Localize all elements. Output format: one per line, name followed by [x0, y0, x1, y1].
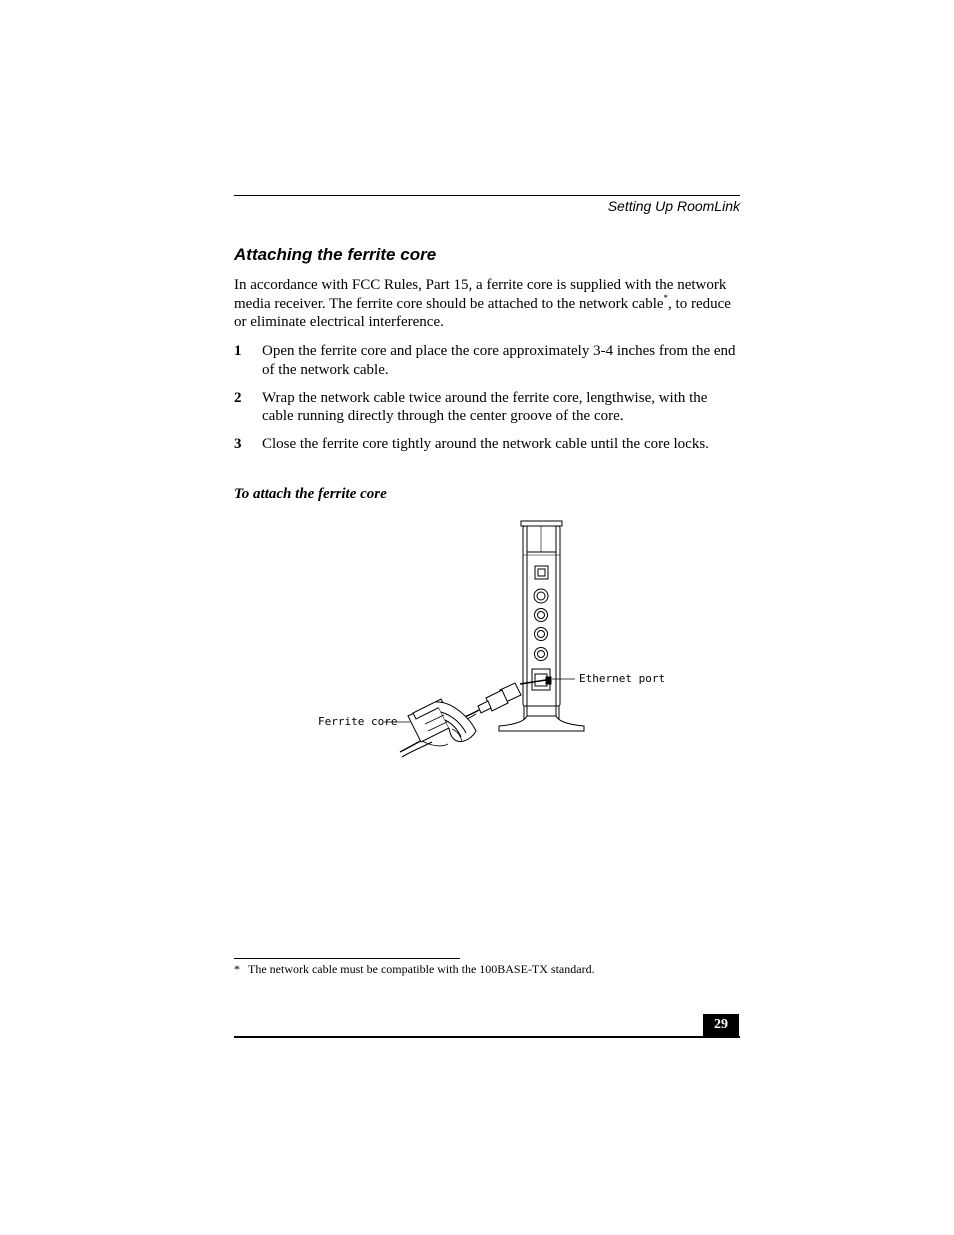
footnote-reference: * — [663, 292, 669, 303]
page-number: 29 — [703, 1014, 739, 1037]
step-text: Wrap the network cable twice around the ferrite core, lengthwise, with the cable running directly through the center groove of the core. — [262, 389, 708, 424]
step-text: Close the ferrite core tightly around the network cable until the core locks. — [262, 436, 709, 452]
step-number: 1 — [234, 343, 242, 359]
footnote-rule — [234, 958, 460, 959]
ferrite-core-label: Ferrite core — [318, 715, 398, 728]
step-text: Open the ferrite core and place the core approximately 3-4 inches from the end of the network cable. — [262, 343, 736, 378]
ethernet-port-label: Ethernet port — [579, 672, 666, 685]
figure-caption: To attach the ferrite core — [234, 486, 387, 502]
step-number: 2 — [234, 389, 242, 406]
intro-text-after: , to reduce or eliminate electrical interference. — [234, 295, 731, 330]
footer-rule — [234, 1036, 740, 1038]
footnote-text: The network cable must be compatible with the 100BASE-TX standard. — [248, 962, 595, 976]
ferrite-core-drawing — [408, 699, 476, 746]
intro-text-before: In accordance with FCC Rules, Part 15, a ferrite core is supplied with the network media receiver. The ferrite core should be attached to the network cable — [234, 277, 727, 312]
running-head: Setting Up RoomLink — [607, 198, 740, 214]
section-title: Attaching the ferrite core — [234, 245, 437, 264]
footnote — [234, 962, 595, 977]
footnote-mark: * — [234, 962, 240, 976]
step-number: 3 — [234, 436, 242, 452]
